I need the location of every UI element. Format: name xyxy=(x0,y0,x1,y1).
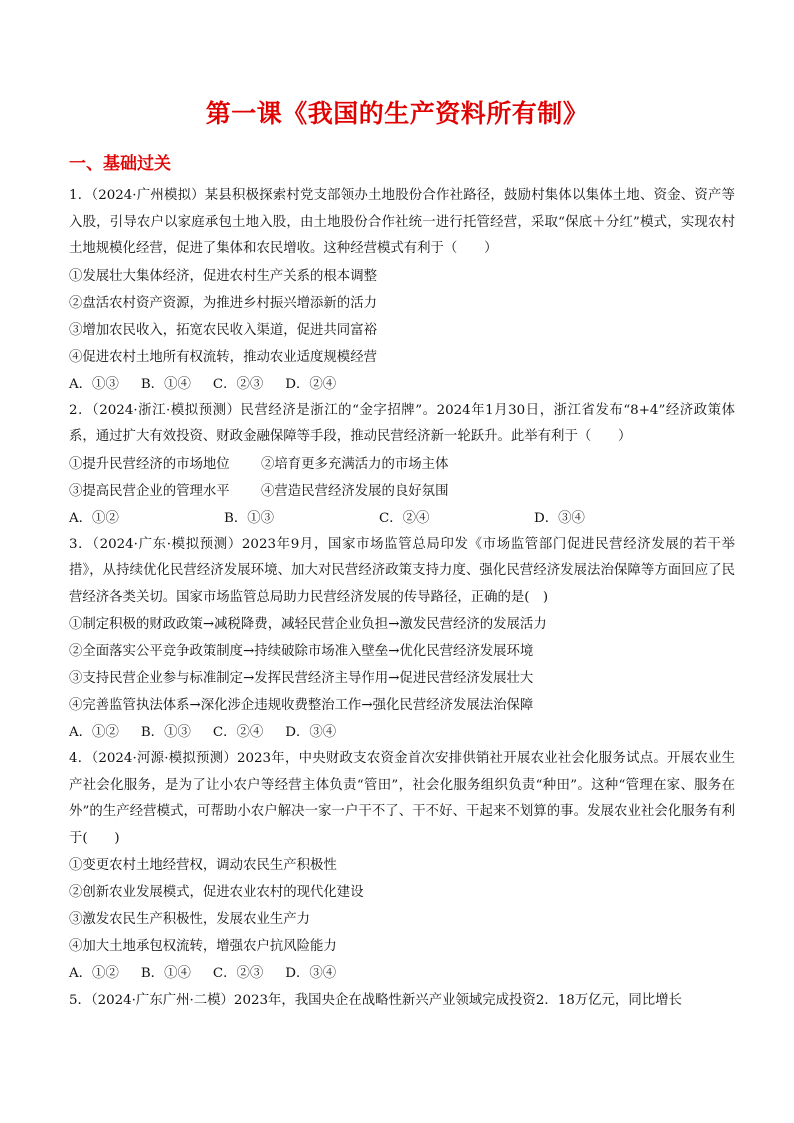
statement-item: ②盘活农村资产资源，为推进乡村振兴增添新的活力 xyxy=(69,295,377,311)
option-d[interactable]: D．③④ xyxy=(285,966,337,981)
page-title: 第一课《我国的生产资料所有制》 xyxy=(205,99,589,128)
option-c[interactable]: C．②③ xyxy=(212,966,264,981)
option-b[interactable]: B．①④ xyxy=(140,966,191,981)
option-c[interactable]: C．②④ xyxy=(212,725,264,740)
statement-item: ②培育更多充满活力的市场主体 xyxy=(261,456,449,472)
option-d[interactable]: D．③④ xyxy=(285,725,337,740)
option-d[interactable]: D．②④ xyxy=(285,376,337,392)
statement-item: ①发展壮大集体经济，促进农村生产关系的根本调整 xyxy=(69,268,377,284)
question-3 xyxy=(69,532,735,747)
option-a[interactable]: A．①② xyxy=(69,725,119,740)
statement-item: ①提升民营经济的市场地位 xyxy=(69,456,230,472)
answer-options xyxy=(69,960,735,987)
option-d[interactable]: D．③④ xyxy=(534,510,585,526)
question-4 xyxy=(69,746,735,987)
question-1 xyxy=(69,183,735,398)
question-stem: 4．（2024·河源·模拟预测）2023年，中央财政支农资金首次安排供销社开展农业社会化服务试点。开展农业生产社会化服务，是为了让小农户等经营主体负责“管田”，社会化服务组织负责“种田”。这种“管理在家、服务在外”的生产经营模式，可帮助小农户解决一家一户干不了、干不好、干起来不划算的事。发展农业社会化服务有利于( ) xyxy=(69,751,735,846)
statement-item: ①变更农村土地经营权，调动农民生产积极性 xyxy=(69,858,337,873)
section-heading: 一、基础过关 xyxy=(69,154,171,174)
statement-item: ④促进农村土地所有权流转，推动农业适度规模经营 xyxy=(69,349,377,365)
option-a[interactable]: A．①② xyxy=(69,510,119,526)
option-b[interactable]: B．①④ xyxy=(140,376,191,392)
statement-item: ③增加农民收入，拓宽农民收入渠道，促进共同富裕 xyxy=(69,322,377,338)
option-b[interactable]: B．①③ xyxy=(140,725,191,740)
question-stem: 2．（2024·浙江·模拟预测）民营经济是浙江的“金字招牌”。2024年1月30日，浙江省发布“8+4”经济政策体系，通过扩大有效投资、财政金融保障等手段，推动民营经济新一轮跃升。此举有利于（ ） xyxy=(69,402,735,444)
statement-item: ③提高民营企业的管理水平 xyxy=(69,483,230,499)
statement-item: ②全面落实公平竞争政策制度→持续破除市场准入壁垒→优化民营经济发展环境 xyxy=(69,644,534,659)
question-5 xyxy=(69,987,735,1014)
option-c[interactable]: C．②④ xyxy=(379,510,430,526)
statement-item: ②创新农业发展模式，促进农业农村的现代化建设 xyxy=(69,885,364,900)
question-2 xyxy=(69,398,735,532)
question-stem: 5．（2024·广东广州·二模）2023年，我国央企在战略性新兴产业领域完成投资2．18万亿元，同比增长 xyxy=(69,993,682,1008)
statement-row xyxy=(69,478,735,505)
statement-item: ④营造民营经济发展的良好氛围 xyxy=(261,483,449,499)
statement-item: ①制定积极的财政政策→减税降费，减轻民营企业负担→激发民营经济的发展活力 xyxy=(69,617,547,632)
statement-row xyxy=(69,451,735,478)
answer-options xyxy=(69,719,735,746)
option-c[interactable]: C．②③ xyxy=(212,376,264,392)
option-a[interactable]: A．①③ xyxy=(69,376,119,392)
option-a[interactable]: A．①② xyxy=(69,966,119,981)
statement-item: ④完善监管执法体系→深化涉企违规收费整治工作→强化民营经济发展法治保障 xyxy=(69,698,534,713)
answer-options xyxy=(69,371,735,398)
question-stem: 1．（2024·广州模拟）某县积极探索村党支部领办土地股份合作社路径，鼓励村集体以集体土地、资金、资产等入股，引导农户以家庭承包土地入股，由土地股份合作社统一进行托管经营，采取“保底＋分红”模式，实现农村土地规模化经营，促进了集体和农民增收。这种经营模式有利于（ ） xyxy=(69,188,735,256)
statement-item: ③激发农民生产积极性，发展农业生产力 xyxy=(69,912,311,927)
option-b[interactable]: B．①③ xyxy=(224,510,275,526)
statement-item: ③支持民营企业参与标准制定→发挥民营经济主导作用→促进民营经济发展壮大 xyxy=(69,671,534,686)
question-stem: 3．（2024·广东·模拟预测）2023年9月，国家市场监管总局印发《市场监管部门促进民营经济发展的若干举措》，从持续优化民营经济发展环境、加大对民营经济政策支持力度、强化民营经济发展法治保障等方面回应了民营经济各类关切。国家市场监管总局助力民营经济发展的传导路径，正确的是( ) xyxy=(69,536,735,605)
answer-options xyxy=(69,505,735,532)
question-list xyxy=(69,183,735,1014)
statement-item: ④加大土地承包权流转，增强农户抗风险能力 xyxy=(69,939,337,954)
